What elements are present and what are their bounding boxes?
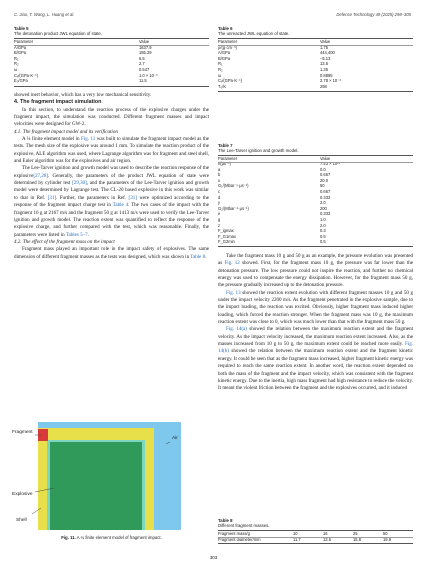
table7-param: G₂/(Mbar⁻ᶻ·μs⁻¹): [218, 205, 249, 211]
table7-param: d: [218, 194, 221, 200]
table5-param: R₂: [14, 61, 19, 67]
link-tables5-7[interactable]: Tables 5–7: [65, 231, 88, 238]
table7-value: 200: [320, 205, 327, 211]
table5-param: A/GPa: [14, 44, 27, 50]
link-ref-31a[interactable]: [31]: [47, 194, 57, 201]
table6-label: Table 6: [218, 26, 233, 31]
table6-param: R₁: [218, 61, 223, 67]
link-ref-27-28[interactable]: [27,28]: [33, 172, 49, 179]
table8-cell: 10: [293, 531, 298, 536]
table5-param: ω: [14, 66, 18, 72]
figure-11-caption: [14, 535, 209, 540]
section-4-1-heading: 4.1. The fragment impact model and its verification: [14, 128, 118, 135]
table5-header-value: Value: [139, 39, 150, 44]
table7-param: y: [218, 200, 221, 206]
table7-value: 0.333: [320, 194, 331, 200]
table6: [218, 39, 413, 89]
header-journal: Defence Technology 49 (2025) 298–305: [336, 12, 411, 17]
right-column: [218, 253, 413, 393]
table8-cell: 13.6: [323, 536, 331, 542]
table7-caption: [218, 143, 413, 153]
table7-param: F_igmax: [218, 228, 234, 234]
table8-cell: 50: [383, 531, 388, 536]
table5-title: The detonation product JWL equation of state.: [14, 31, 102, 37]
table6-value: 1.75: [320, 44, 328, 50]
table6-value: 298: [320, 83, 327, 89]
table7-value: 1.0: [320, 217, 326, 223]
link-fig14a[interactable]: Fig. 14(a): [226, 326, 247, 333]
paragraph-intro-end: showed inert behavior, which has a very low mechanical sensitivity.: [14, 92, 152, 98]
table7-param: z: [218, 222, 221, 228]
table7-param: c: [218, 189, 221, 195]
label-explosive: Explosive: [12, 492, 33, 497]
table6-param: Cᵥ/(GPa·K⁻¹): [218, 78, 242, 84]
link-fig12[interactable]: Fig. 12: [224, 260, 240, 267]
table7-value: 2.0: [320, 222, 326, 228]
table5-header-param: Parameter: [14, 39, 34, 44]
explosive-region: [50, 442, 142, 530]
label-shell: Shell: [16, 518, 27, 523]
table7-value: 0.5: [320, 233, 326, 239]
table7-param: I/(μs⁻¹): [218, 161, 231, 167]
table7-param: x: [218, 177, 221, 183]
table6-param: T₀/K: [218, 83, 227, 89]
table5-value: 1.0 × 10⁻³: [139, 72, 158, 78]
table7-title: The Lee-Tarver ignition and growth model.: [218, 148, 299, 154]
paragraph-velocity: Fig. 14(a) showed the relation between the maximum reaction extent and the fragment velocity. As the impact velocity increased, the maximum reaction extent increased. Also, as the masses increased from 10 g to 50 g, the maximum extent could be reached more easily. Fig. 14(b) showed the relation between the maximum reaction extent and the fragment kinetic energy. It could be seen that as the fragment mass increased, higher fragment kinetic energy was required to reach the same reaction extent. In another word, the reaction extent depended on both the mass of the fragment and the impact velocity, which was consistent with the fragment kinetic energy. Due to the inertia, high mass fragment had high resistance to reduce the velocity. It meant the violent friction between the fragment and the explosives occurred, and it induced: [218, 326, 414, 392]
table5-value: 186.29: [139, 50, 152, 56]
table5-caption: [14, 26, 209, 36]
table7-value: 2.0: [320, 200, 326, 206]
section-4-2-heading: 4.2. The effect of the fragment mass on the impact: [14, 238, 115, 245]
link-ref-29-30[interactable]: [29,30]: [72, 180, 87, 187]
link-fig14b[interactable]: Fig. 14(b): [218, 341, 413, 355]
label-fragment: Fragment: [12, 430, 33, 435]
table8-mass-label: Fragment mass/g: [218, 531, 250, 536]
figure-11: [14, 420, 209, 532]
table5-row: [14, 78, 209, 84]
table7-header-value: Value: [320, 155, 331, 161]
table8-cell: 15.8: [353, 536, 361, 542]
table6-param: B/GPa: [218, 55, 231, 61]
table6-param: A/GPa: [218, 50, 231, 56]
table7-value: 0.333: [320, 211, 331, 217]
link-table4[interactable]: Table 4: [112, 202, 129, 209]
table6-param: ρ/(g·cm⁻³): [218, 44, 237, 50]
table5-param: R₁: [14, 55, 19, 61]
table7-value: 0.5: [320, 239, 326, 245]
paragraph-reaction-extent: Fig. 13 showed the reaction extent evolution with different fragment masses 10 g and 50 g under the impact velocity 2200 m/s. As the fragment penetrated in the explosive sample, due to the impact loading, the reaction was excited. Obviously, higher fragment mass induced higher loading, which forced the reaction stronger. When the fragment mass was 10 g, the maximum reaction extent was close to 0, which was much lower than that with the fragment mass 50 g.: [218, 289, 413, 326]
table6-value: 2.78 × 10⁻³: [320, 78, 341, 84]
table7-param: g: [218, 217, 221, 223]
table8-cell: 25: [353, 531, 358, 536]
table8-cell: 16: [323, 531, 328, 536]
paragraph-fragment-mass: Fragment mass played an important role in the impact safety of explosives. The same dimension of different fragment masses as the tests was designed, which was shown in Table 8.: [14, 246, 209, 260]
link-table8[interactable]: Table 8: [190, 253, 206, 260]
table7: [218, 156, 413, 246]
table5-value: 11.5: [139, 78, 147, 84]
table7-value: 50: [320, 183, 325, 189]
table6-value: 0.8895: [320, 72, 333, 78]
table7-param: a: [218, 166, 221, 172]
table6-value: 444,400: [320, 50, 335, 56]
left-column: [14, 92, 209, 261]
table6-value: 1.35: [320, 66, 328, 72]
table7-param: F_G1max: [218, 233, 236, 239]
paragraph-lee-tarver: The Lee-Tarver ignition and growth model was used to describe the reaction response of the explosive[27,28]. Generally, the parameters of the product JWL equation of state were determined by cylinder test [29,30], and the parameters of the Lee-Tarver ignition and growth model were determined by Lagrange test. The CL-20 based explosive in this work was similar to that in Ref. [31]. Further, the parameters in Ref. [31] were optimized according to the response of the fragment impact charge test in Table 4. The two cases of the impact with the fragment 16 g at 2167 m/s and the fragment 50 g at 1413 m/s were used to verify the Lee-Tarver ignition and growth model. The reaction extent was quantified to reflect the response of the explosive charge, and further compared with the test, which was reasonable. Finally, the parameters were listed in Tables 5–7.: [14, 165, 210, 238]
link-fig11[interactable]: Fig. 11: [81, 136, 96, 143]
table5-label: Table 5: [14, 26, 29, 31]
table5-value: 0.547: [139, 66, 150, 72]
header-authors: C. Jiao, T. Wang, L. Huang et al.: [14, 12, 75, 17]
table6-row: [218, 84, 413, 90]
table7-value: 0.667: [320, 172, 331, 178]
table7-header-param: Parameter: [218, 155, 238, 161]
link-fig13[interactable]: Fig. 13: [226, 289, 241, 296]
table8-diameter-label: Fragment diameter/mm: [218, 536, 261, 542]
paragraph-model: A ¼ finite element model in Fig. 11 was built to simulate the fragment impact model as the tests. The mesh size of the explosive was around 1 mm. To simulate the reaction product of the explosive, ALE algorithm was used, where Lagrange algorithm was for fragment and steel shell, and Euler algorithm was for the explosives and air region.: [14, 136, 209, 165]
table6-header-value: Value: [320, 39, 331, 44]
table6-header-param: Parameter: [218, 39, 238, 44]
table6-value: 13.5: [320, 61, 328, 67]
table7-value: 20.0: [320, 177, 328, 183]
table7-param: G₁/(Mbar⁻ʸ·μs⁻¹): [218, 183, 249, 189]
table8-title: Different fragment masses.: [218, 523, 270, 529]
table6-caption: [218, 26, 413, 36]
table7-param: b: [218, 172, 221, 178]
table5-value: 6.5: [139, 55, 145, 61]
table8-label: Table 8: [218, 518, 233, 523]
fe-model-drawing: [14, 420, 209, 532]
table5-value: 1637.9: [139, 44, 152, 50]
section-4-heading: 4. The fragment impact simulation: [14, 99, 102, 106]
label-air: Air: [172, 436, 178, 441]
table5-param: E₀/GPa: [14, 78, 28, 84]
page-number: 303: [209, 555, 218, 560]
link-ref-31b[interactable]: [31]: [128, 194, 137, 201]
table6-param: R₂: [218, 66, 223, 72]
table7-value: 0.0: [320, 166, 326, 172]
figure-11-label: Fig. 11.: [61, 535, 76, 540]
table8-cell: 11.7: [293, 536, 301, 542]
table7-param: e: [218, 211, 221, 217]
table7-row: [218, 239, 413, 245]
table5-param: Cᵥ/(GPa·K⁻¹): [14, 72, 38, 78]
table7-value: 0.667: [320, 189, 331, 195]
table6-title: The unreacted JWL equation of state.: [218, 31, 290, 37]
figure-11-caption-text: A ¼ finite element model of fragment impact.: [75, 535, 162, 540]
table6-value: −5.13: [320, 55, 331, 61]
paragraph-pressure: Take the fragment mass 10 g and 50 g as an example, the pressure evolution was presented as Fig. 12 showed. First, for the fragment mass 10 g, the pressure was far lower than the detonation pressure. The low pressure could not inspire the reaction, and further no chemical energy was used to compensate the energy dissipation. However, for the fragment mass 50 g, the pressure gradually increased up to the detonation pressure.: [218, 253, 413, 289]
table7-param: F_G2min: [218, 239, 235, 245]
table7-value: 7.43 × 10¹¹: [320, 161, 340, 167]
table8-caption: [218, 518, 413, 528]
paragraph-section4: In this section, to understand the reaction process of the explosive charges under the fragment impact, the simulation was conducted. Different fragment masses and impact velocities were designed for GW-2.: [14, 106, 209, 128]
table7-value: 0.3: [320, 228, 326, 234]
table5-value: 2.7: [139, 61, 145, 67]
table7-label: Table 7: [218, 143, 233, 148]
table6-param: ω: [218, 72, 222, 78]
table5-param: B/GPa: [14, 50, 27, 56]
table8-cell: 19.9: [383, 536, 391, 542]
